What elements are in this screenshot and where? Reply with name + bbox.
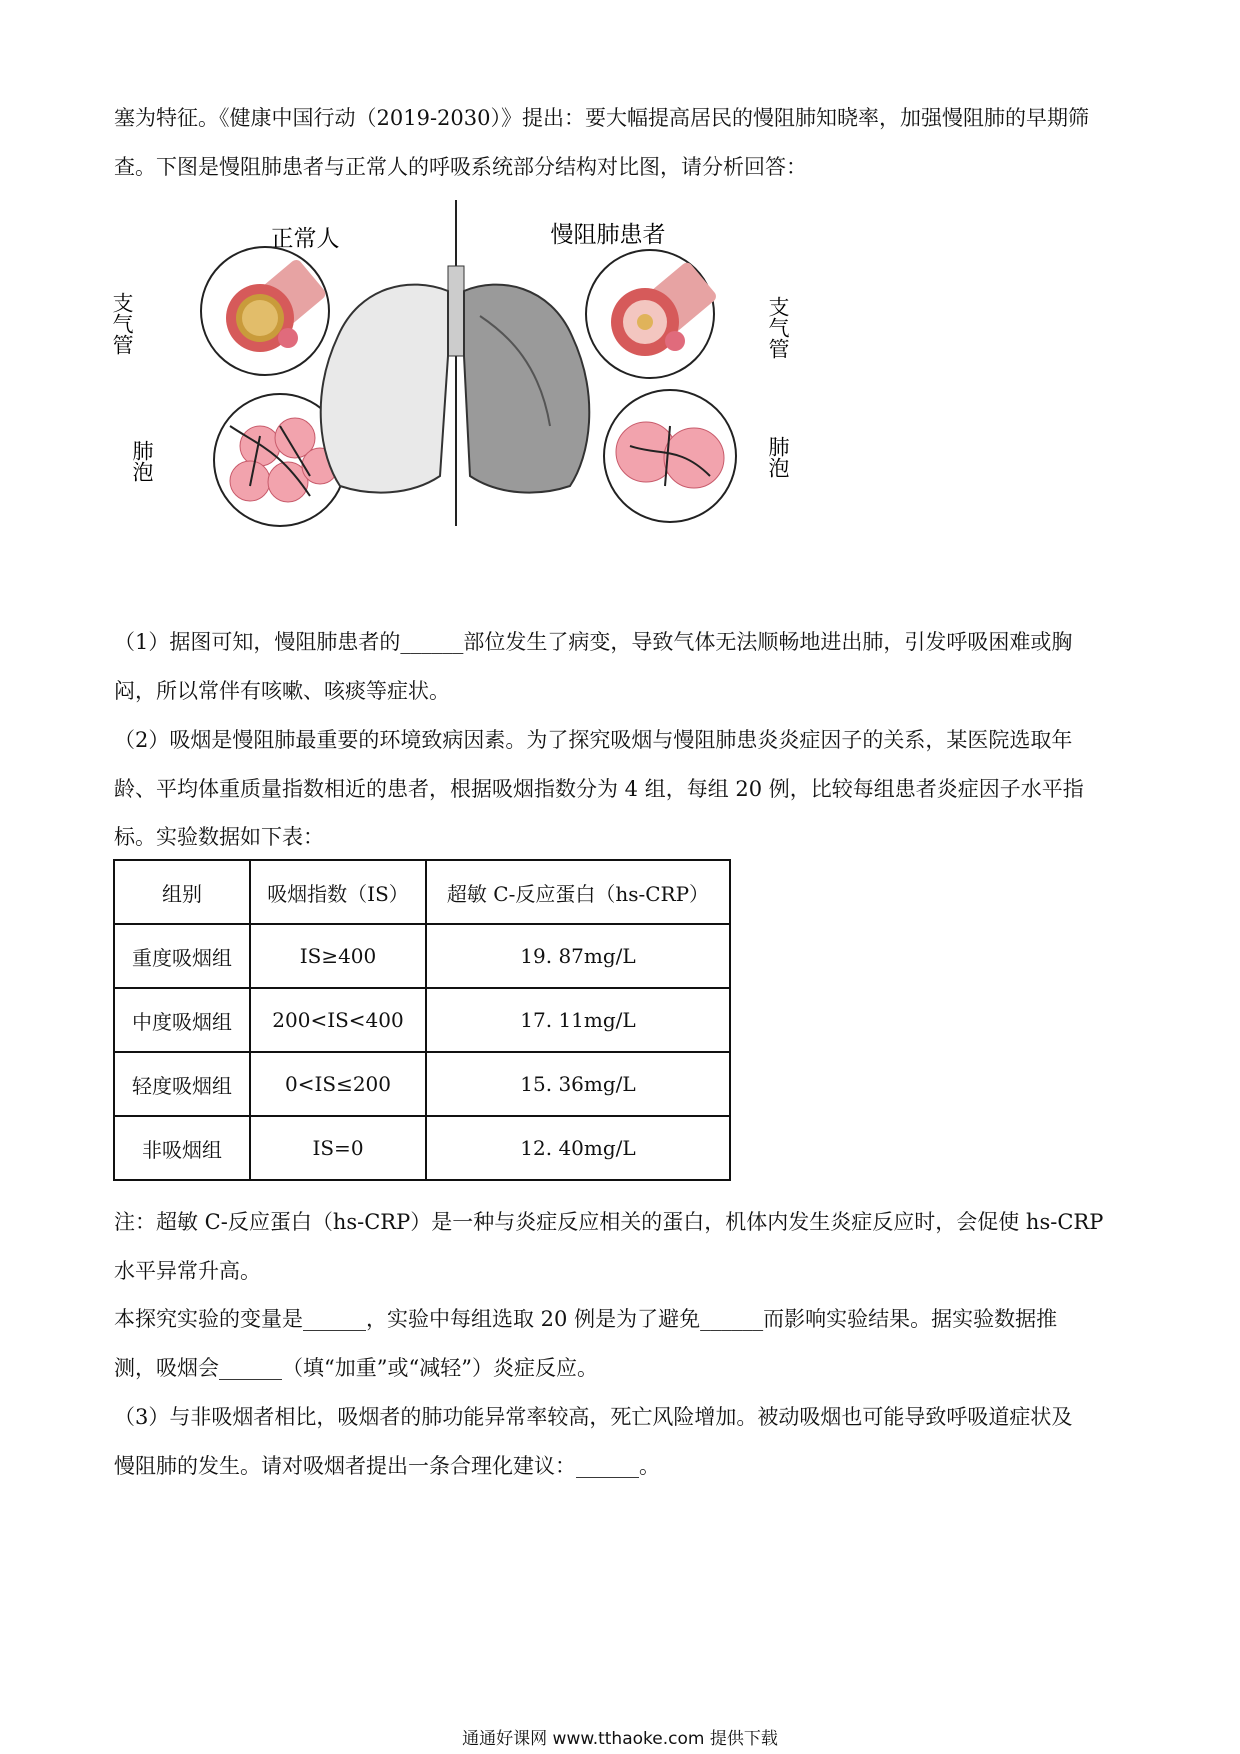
table-cell: 12. 40mg/L bbox=[426, 1116, 730, 1180]
patient-alveoli-illustration bbox=[604, 390, 736, 522]
page-footer: 通通好课网 www.tthaoke.com 提供下载 bbox=[462, 1729, 778, 1749]
table-cell: 非吸烟组 bbox=[114, 1116, 250, 1180]
label-alveoli-left: 肺泡 bbox=[130, 440, 154, 482]
lung-comparison-svg bbox=[110, 196, 810, 596]
normal-bronchus-illustration bbox=[201, 247, 329, 375]
q2b-line-2: 测，吸烟会______（填“加重”或“减轻”）炎症反应。 bbox=[114, 1356, 598, 1380]
label-bronchus-left: 支气管 bbox=[110, 292, 134, 355]
q1-line-2: 闷，所以常伴有咳嗽、咳痰等症状。 bbox=[114, 679, 450, 703]
note-line-1: 注：超敏 C-反应蛋白（hs-CRP）是一种与炎症反应相关的蛋白，机体内发生炎症反应时，会促使 hs-CRP bbox=[114, 1210, 1104, 1234]
table-row bbox=[114, 924, 730, 988]
table-header-group: 组别 bbox=[114, 860, 250, 924]
label-normal: 正常人 bbox=[270, 226, 340, 252]
label-alveoli-right: 肺泡 bbox=[766, 436, 790, 478]
q3-line-1: （3）与非吸烟者相比，吸烟者的肺功能异常率较高，死亡风险增加。被动吸烟也可能导致呼吸道症状及 bbox=[114, 1405, 1073, 1429]
table-header-crp: 超敏 C-反应蛋白（hs-CRP） bbox=[426, 860, 730, 924]
table-cell: 15. 36mg/L bbox=[426, 1052, 730, 1116]
table-cell: 中度吸烟组 bbox=[114, 988, 250, 1052]
table-cell: IS≥400 bbox=[250, 924, 426, 988]
table-cell: 200<IS<400 bbox=[250, 988, 426, 1052]
intro-line-2: 查。下图是慢阻肺患者与正常人的呼吸系统部分结构对比图，请分析回答： bbox=[114, 155, 807, 179]
q2-line-3: 标。实验数据如下表： bbox=[114, 825, 324, 849]
table-cell: IS=0 bbox=[250, 1116, 426, 1180]
table-header-row bbox=[114, 860, 730, 924]
note-line-2: 水平异常升高。 bbox=[114, 1259, 261, 1283]
q1-line-1: （1）据图可知，慢阻肺患者的______部位发生了病变，导致气体无法顺畅地进出肺，引发呼吸困难或胸 bbox=[114, 630, 1073, 654]
table-cell: 0<IS≤200 bbox=[250, 1052, 426, 1116]
table-row bbox=[114, 988, 730, 1052]
table-cell: 17. 11mg/L bbox=[426, 988, 730, 1052]
q2-line-1: （2）吸烟是慢阻肺最重要的环境致病因素。为了探究吸烟与慢阻肺患炎炎症因子的关系，某医院选取年 bbox=[114, 728, 1073, 752]
q2b-line-1: 本探究实验的变量是______，实验中每组选取 20 例是为了避免______而影响实验结果。据实验数据推 bbox=[114, 1307, 1058, 1331]
q2-line-2: 龄、平均体重质量指数相近的患者，根据吸烟指数分为 4 组，每组 20 例，比较每组患者炎症因子水平指 bbox=[114, 777, 1084, 801]
table-row bbox=[114, 1116, 730, 1180]
table-cell: 轻度吸烟组 bbox=[114, 1052, 250, 1116]
table-header-index: 吸烟指数（IS） bbox=[250, 860, 426, 924]
label-patient: 慢阻肺患者 bbox=[550, 222, 666, 248]
lung-comparison-figure bbox=[110, 196, 810, 596]
smoking-data-table bbox=[113, 859, 731, 1181]
q3-line-2: 慢阻肺的发生。请对吸烟者提出一条合理化建议：______。 bbox=[114, 1454, 660, 1478]
table-row bbox=[114, 1052, 730, 1116]
label-bronchus-right: 支气管 bbox=[766, 296, 790, 359]
intro-line-1: 塞为特征。《健康中国行动（2019-2030）》提出：要大幅提高居民的慢阻肺知晓率，加强慢阻肺的早期筛 bbox=[114, 106, 1089, 130]
table-cell: 19. 87mg/L bbox=[426, 924, 730, 988]
table-cell: 重度吸烟组 bbox=[114, 924, 250, 988]
patient-bronchus-illustration bbox=[586, 250, 718, 378]
